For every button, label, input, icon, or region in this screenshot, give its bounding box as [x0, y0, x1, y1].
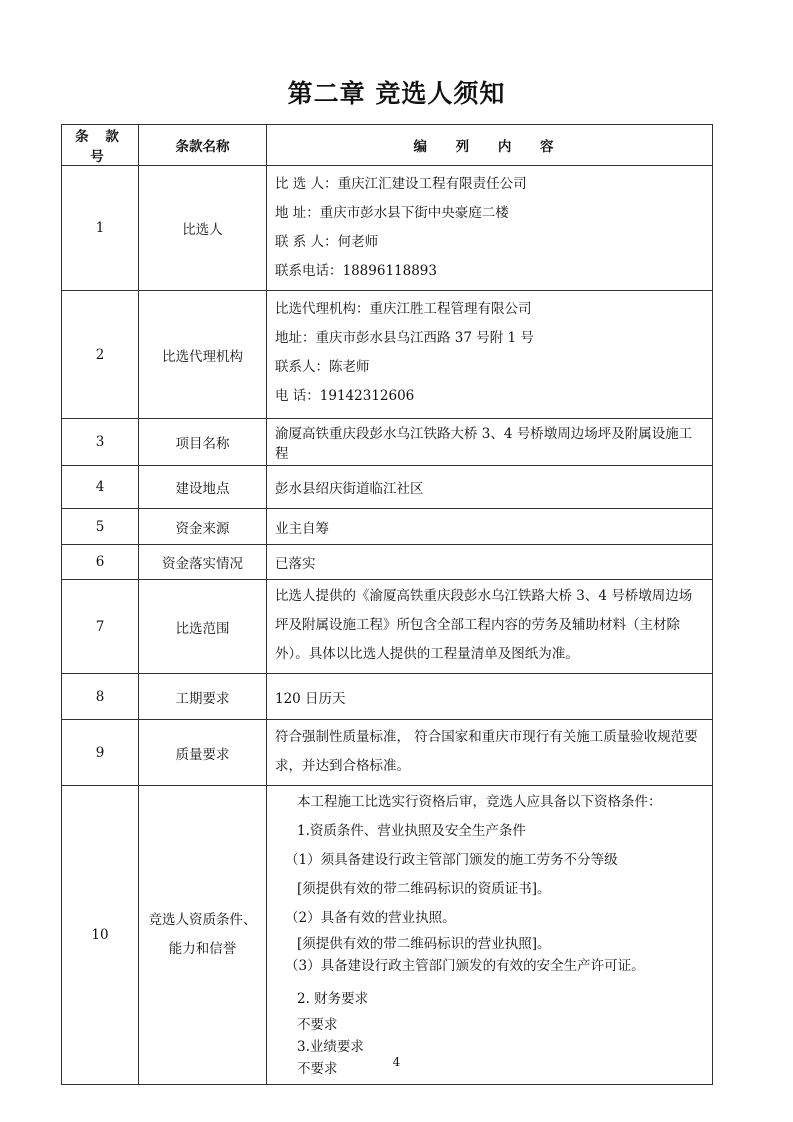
clause-content — [267, 166, 713, 291]
table-row — [62, 466, 713, 509]
table-row — [62, 509, 713, 545]
chapter-title: 第二章 竞选人须知 — [287, 79, 506, 108]
header-content: 编 列 内 容 — [267, 125, 713, 166]
clause-no: 2 — [62, 291, 139, 419]
clause-content — [267, 291, 713, 419]
content-line: （3）具备建设行政主管部门颁发的有效的安全生产许可证。 — [285, 958, 645, 974]
content-line: 2. 财务要求 — [297, 991, 369, 1007]
table-row — [62, 720, 713, 786]
content-line: 地 址：重庆市彭水县下街中央豪庭二楼 — [275, 205, 509, 221]
clause-no: 9 — [62, 720, 139, 786]
bidder-notice-table — [61, 124, 713, 1085]
content-line: 比 选 人：重庆江汇建设工程有限责任公司 — [275, 176, 527, 192]
content-line: [须提供有效的带二维码标识的营业执照]。 — [297, 936, 551, 952]
table-row — [62, 291, 713, 419]
content-line: 地址：重庆市彭水县乌江西路 37 号附 1 号 — [275, 330, 534, 346]
clause-content: 120 日历天 — [267, 674, 713, 720]
clause-no: 10 — [62, 786, 139, 1085]
content-line: 电 话：19142312606 — [275, 388, 415, 404]
clause-name: 比选范围 — [139, 580, 267, 674]
clause-name: 比选代理机构 — [139, 291, 267, 419]
header-clause-no: 条 款 号 — [62, 125, 139, 166]
clause-no: 8 — [62, 674, 139, 720]
clause-name — [139, 786, 267, 1085]
table-row — [62, 580, 713, 674]
content-paragraph: 比选人提供的《渝厦高铁重庆段彭水乌江铁路大桥 3、4 号桥墩周边场坪及附属设施工程》所包含全部工程内容的劳务及辅助材料（主材除外）。具体以比选人提供的工程量清单及图纸为准。 — [275, 588, 693, 662]
content-line: （2）具备有效的营业执照。 — [285, 910, 456, 926]
content-line: 联系人：陈老师 — [275, 359, 370, 375]
page-number: 4 — [392, 1055, 401, 1069]
clause-content — [267, 580, 713, 674]
table-row — [62, 674, 713, 720]
clause-no: 4 — [62, 466, 139, 509]
clause-name-line: 竞选人资质条件、 — [148, 912, 257, 928]
content-line: 不要求 — [297, 1061, 338, 1077]
table-row — [62, 419, 713, 466]
clause-name-line: 能力和信誉 — [168, 941, 237, 957]
content-line: 本工程施工比选实行资格后审，竞选人应具备以下资格条件： — [297, 794, 662, 810]
clause-name: 资金落实情况 — [139, 545, 267, 580]
clause-content: 彭水县绍庆街道临江社区 — [267, 466, 713, 509]
clause-name: 工期要求 — [139, 674, 267, 720]
clause-content — [267, 720, 713, 786]
content-line: 不要求 — [297, 1017, 338, 1033]
clause-content: 渝厦高铁重庆段彭水乌江铁路大桥 3、4 号桥墩周边场坪及附属设施工程 — [267, 419, 713, 466]
clause-no: 6 — [62, 545, 139, 580]
clause-name: 项目名称 — [139, 419, 267, 466]
content-line: [须提供有效的带二维码标识的资质证书]。 — [297, 881, 551, 897]
content-line: 联 系 人：何老师 — [275, 234, 379, 250]
clause-name: 资金来源 — [139, 509, 267, 545]
table-header-row — [62, 125, 713, 166]
content-line: （1）须具备建设行政主管部门颁发的施工劳务不分等级 — [285, 852, 618, 868]
clause-content: 业主自筹 — [267, 509, 713, 545]
clause-content: 已落实 — [267, 545, 713, 580]
clause-no: 1 — [62, 166, 139, 291]
table-row — [62, 786, 713, 1085]
clause-no: 3 — [62, 419, 139, 466]
content-line: 联系电话：18896118893 — [275, 263, 437, 279]
content-paragraph: 符合强制性质量标准， 符合国家和重庆市现行有关施工质量验收规范要求，并达到合格标准。 — [275, 729, 698, 774]
clause-name: 质量要求 — [139, 720, 267, 786]
table-row — [62, 166, 713, 291]
clause-no: 7 — [62, 580, 139, 674]
table-row — [62, 545, 713, 580]
header-clause-name: 条款名称 — [139, 125, 267, 166]
content-line: 3.业绩要求 — [297, 1039, 364, 1055]
content-line: 比选代理机构：重庆江胜工程管理有限公司 — [275, 301, 532, 317]
clause-name: 建设地点 — [139, 466, 267, 509]
clause-no: 5 — [62, 509, 139, 545]
clause-content — [267, 786, 713, 1085]
content-line: 1.资质条件、营业执照及安全生产条件 — [297, 823, 526, 839]
clause-name: 比选人 — [139, 166, 267, 291]
